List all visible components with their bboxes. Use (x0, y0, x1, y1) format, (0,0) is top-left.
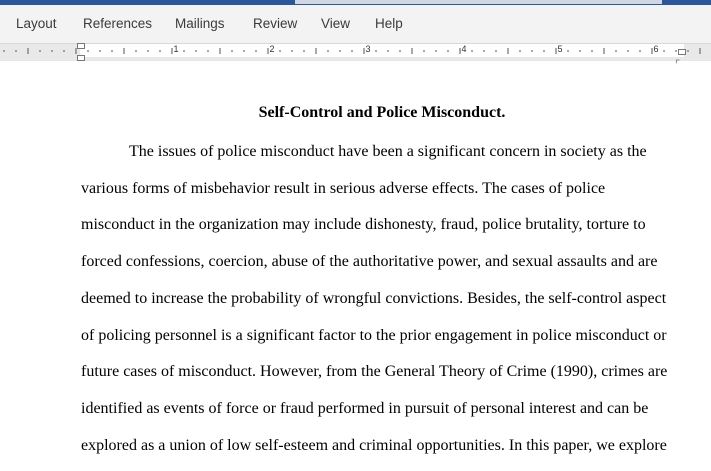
paragraph-line: identified as events of force or fraud performed in pursuit of personal interest and can be (81, 400, 649, 417)
title-search-box[interactable] (295, 0, 662, 4)
margin-corner-mark: ⌜ (675, 59, 681, 71)
paragraph-line: various forms of misbehavior result in serious adverse effects. The cases of police (81, 180, 606, 197)
ruler-number-5: 5 (557, 44, 563, 54)
paragraph-line: of policing personnel is a significant factor to the prior engagement in police misconduct or (81, 327, 667, 344)
paragraph-line: explored as a union of low self-esteem and criminal opportunities. In this paper, we explore (81, 437, 667, 454)
paragraph-line: future cases of misconduct. However, from the General Theory of Crime (1990), crimes are (81, 363, 668, 380)
tab-layout[interactable]: Layout (16, 16, 57, 31)
paragraph-line: The issues of police misconduct have been a significant concern in society as the (129, 143, 647, 160)
tab-mailings[interactable]: Mailings (175, 16, 225, 31)
ruler-ticks (0, 44, 711, 60)
ruler-number-1: 1 (173, 44, 179, 54)
paragraph-line: deemed to increase the probability of wrongful convictions. Besides, the self-control aspect (81, 290, 667, 307)
ruler-number-2: 2 (269, 44, 275, 54)
ruler-number-6: 6 (653, 44, 659, 54)
tab-view[interactable]: View (321, 16, 351, 31)
right-indent-marker[interactable] (678, 49, 686, 55)
document-title: Self-Control and Police Misconduct. (258, 104, 506, 121)
ruler-number-3: 3 (365, 44, 371, 54)
first-line-indent-marker[interactable] (77, 43, 85, 49)
paragraph-line: forced confessions, coercion, abuse of the authoritative power, and sexual assaults and are (81, 253, 658, 270)
ribbon-tab-bar (0, 5, 711, 44)
tab-help[interactable]: Help (375, 16, 403, 31)
tab-references[interactable]: References (83, 16, 153, 31)
tab-review[interactable]: Review (253, 16, 298, 31)
paragraph-line: misconduct in the organization may include dishonesty, fraud, police brutality, torture to (81, 216, 646, 233)
ruler-number-4: 4 (461, 44, 467, 54)
